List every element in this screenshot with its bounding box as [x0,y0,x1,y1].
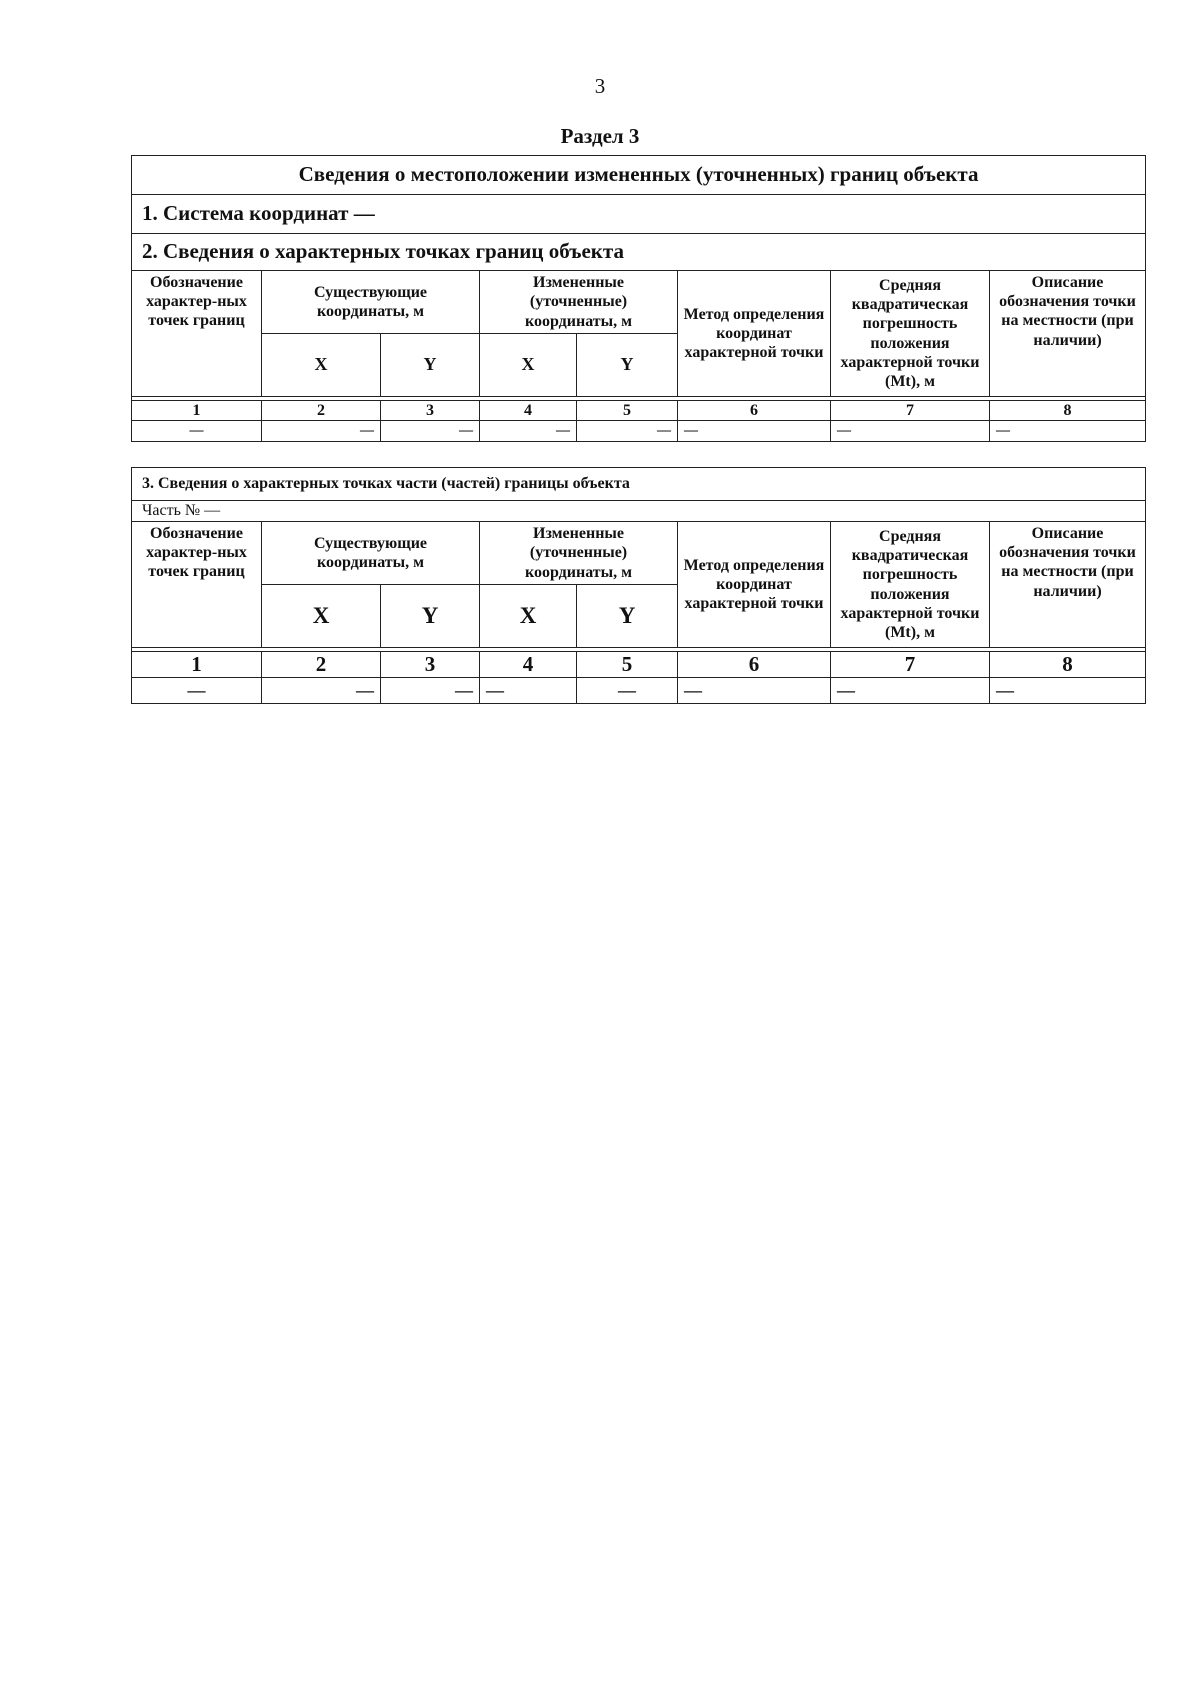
col-existing-x: X [262,585,381,648]
table-cell: — [577,678,678,704]
col-description: Описание обозначения точки на местности (при наличии) [990,271,1146,397]
table-cell: — [831,421,990,442]
col-number: 1 [132,401,262,421]
col-number: 5 [577,401,678,421]
col-changed-coords: Измененные (уточненные) координаты, м [480,271,678,334]
table-cell: — [678,678,831,704]
table-row [132,421,1146,442]
col-number: 5 [577,652,678,678]
table2-title: 3. Сведения о характерных точках части (частей) границы объекта [132,468,1146,501]
col-changed-x: X [480,334,577,397]
col-point-label: Обозначение характер-ных точек границ [132,271,262,397]
table-cell: — [480,678,577,704]
col-number: 7 [831,652,990,678]
table-cell: — [480,421,577,442]
col-description: Описание обозначения точки на местности (при наличии) [990,522,1146,648]
table-cell: — [990,421,1146,442]
col-number: 7 [831,401,990,421]
part-number: Часть № — [132,501,1146,522]
col-number: 8 [990,401,1146,421]
col-error: Средняя квадратическая погрешность положения характерной точки (Мt), м [831,271,990,397]
col-point-label: Обозначение характер-ных точек границ [132,522,262,648]
col-number: 2 [262,401,381,421]
col-number: 8 [990,652,1146,678]
table-cell: — [381,678,480,704]
col-number: 4 [480,401,577,421]
part-boundary-table [131,467,1145,704]
col-number: 6 [678,652,831,678]
boundary-table [131,155,1145,442]
table-cell: — [132,678,262,704]
table-cell: — [262,421,381,442]
section-title: Раздел 3 [560,124,640,148]
table-cell: — [831,678,990,704]
col-number: 2 [262,652,381,678]
col-changed-y: Y [577,334,678,397]
table-cell: — [381,421,480,442]
col-error: Средняя квадратическая погрешность положения характерной точки (Мt), м [831,522,990,648]
table-cell: — [678,421,831,442]
table-cell: — [577,421,678,442]
col-changed-coords: Измененные (уточненные) координаты, м [480,522,678,585]
coord-system: 1. Система координат — [132,195,1146,234]
col-method: Метод определения координат характерной точки [678,271,831,397]
col-method: Метод определения координат характерной точки [678,522,831,648]
col-existing-y: Y [381,334,480,397]
col-number: 4 [480,652,577,678]
col-existing-x: X [262,334,381,397]
table-subtitle: 2. Сведения о характерных точках границ объекта [132,234,1146,271]
col-number: 3 [381,652,480,678]
table-cell: — [262,678,381,704]
col-changed-y: Y [577,585,678,648]
table-cell: — [132,421,262,442]
col-number: 1 [132,652,262,678]
table-row [132,678,1146,704]
col-existing-y: Y [381,585,480,648]
col-changed-x: X [480,585,577,648]
col-existing-coords: Существующие координаты, м [262,522,480,585]
col-existing-coords: Существующие координаты, м [262,271,480,334]
page-number: 3 [594,74,606,98]
col-number: 6 [678,401,831,421]
table-title: Сведения о местоположении измененных (уточненных) границ объекта [132,156,1146,195]
table-cell: — [990,678,1146,704]
col-number: 3 [381,401,480,421]
